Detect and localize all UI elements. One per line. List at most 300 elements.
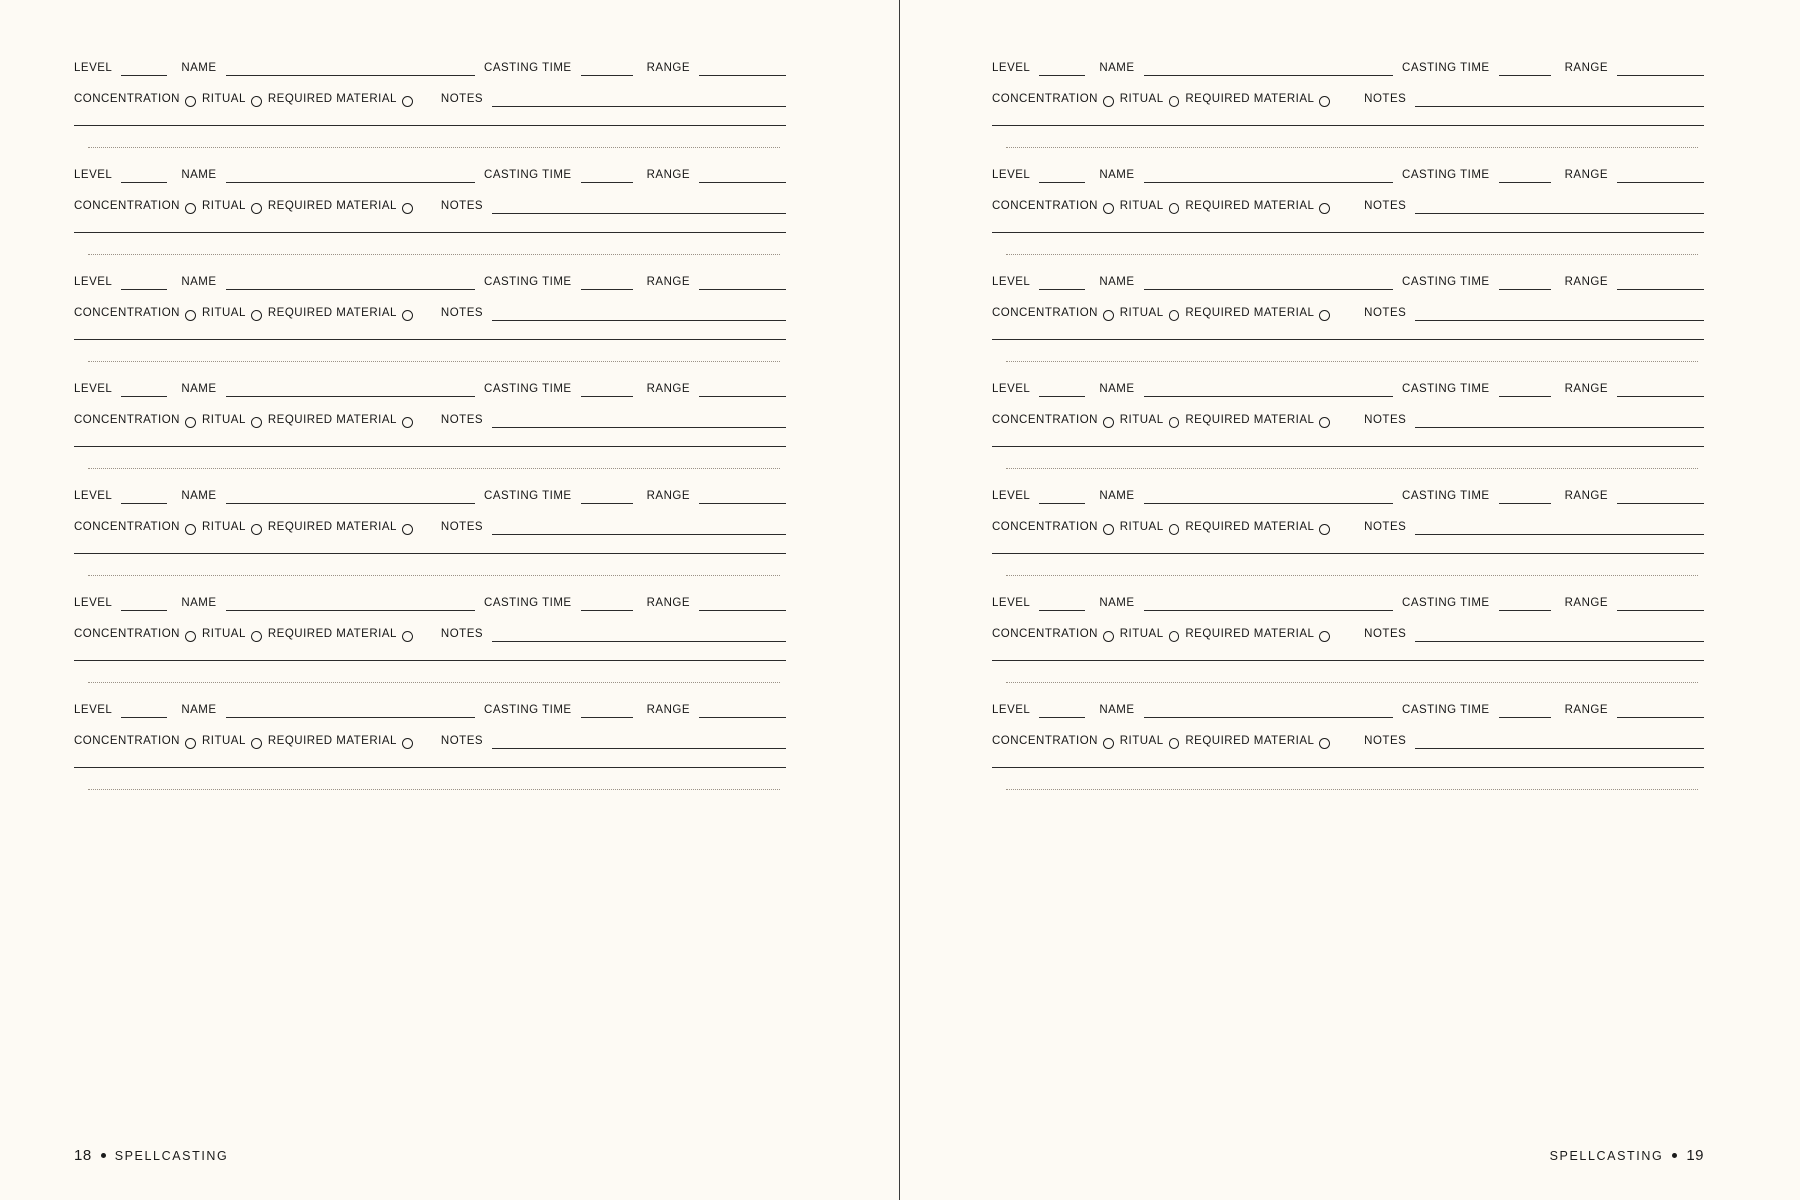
notes-field-line-2[interactable] [992,767,1704,768]
spell-entry [992,383,1704,469]
casting-time-label: CASTING TIME [1402,275,1490,288]
casting-time-field[interactable] [1499,276,1551,290]
ritual-label: RITUAL [201,92,246,105]
casting-time-field[interactable] [1499,62,1551,76]
concentration-checkbox-circle-icon[interactable] [1103,310,1114,321]
range-field[interactable] [699,169,786,183]
casting-time-field[interactable] [581,597,633,611]
spell-entry-row-top [992,62,1704,76]
notes-field-line-2[interactable] [992,232,1704,233]
ritual-label: RITUAL [1119,734,1164,747]
range-field[interactable] [1617,597,1704,611]
concentration-checkbox-circle-icon[interactable] [1103,417,1114,428]
name-label: NAME [1099,275,1135,288]
required-material-label: REQUIRED MATERIAL [267,627,397,640]
casting-time-label: CASTING TIME [484,596,572,609]
spell-entry-row-top [992,383,1704,397]
level-label: LEVEL [74,489,113,502]
spell-entry-row-top [74,169,786,183]
ritual-label: RITUAL [201,734,246,747]
range-label: RANGE [1564,596,1608,609]
level-field[interactable] [121,704,167,718]
notes-field-line-2[interactable] [74,125,786,126]
name-field[interactable] [1144,169,1393,183]
name-field[interactable] [226,383,475,397]
notes-field-line-1[interactable] [1415,200,1704,214]
level-field[interactable] [121,383,167,397]
ritual-checkbox-circle-icon[interactable] [1169,203,1180,214]
required-material-checkbox-circle-icon[interactable] [402,417,413,428]
ritual-label: RITUAL [201,520,246,533]
entry-separator-dotted [88,682,780,683]
right-page-footer [1550,1147,1704,1164]
concentration-label: CONCENTRATION [74,306,180,319]
name-field[interactable] [226,62,475,76]
required-material-checkbox-circle-icon[interactable] [1319,417,1330,428]
required-material-checkbox-circle-icon[interactable] [402,96,413,107]
ritual-label: RITUAL [1119,520,1164,533]
range-field[interactable] [1617,276,1704,290]
range-label: RANGE [646,61,690,74]
required-material-checkbox-circle-icon[interactable] [402,631,413,642]
level-field[interactable] [121,276,167,290]
required-material-checkbox-circle-icon[interactable] [1319,524,1330,535]
range-label: RANGE [646,703,690,716]
range-label: RANGE [646,168,690,181]
name-label: NAME [181,596,217,609]
spell-entry-row-top [992,704,1704,718]
level-label: LEVEL [992,382,1031,395]
concentration-label: CONCENTRATION [74,627,180,640]
notes-label: NOTES [1364,92,1407,105]
level-label: LEVEL [74,596,113,609]
level-field[interactable] [1039,62,1085,76]
casting-time-field[interactable] [581,704,633,718]
spell-entry [74,169,786,255]
range-field[interactable] [699,62,786,76]
required-material-checkbox-circle-icon[interactable] [1319,631,1330,642]
notes-label: NOTES [440,520,484,533]
range-field[interactable] [699,704,786,718]
spell-entry-row-flags [992,307,1704,321]
casting-time-field[interactable] [581,490,633,504]
concentration-checkbox-circle-icon[interactable] [185,96,196,107]
spell-entry [992,276,1704,362]
casting-time-label: CASTING TIME [1402,489,1490,502]
casting-time-field[interactable] [1499,597,1551,611]
level-field[interactable] [1039,704,1085,718]
spell-entry-row-flags [992,521,1704,535]
entry-separator-dotted [88,147,780,148]
left-page-entry-list [74,62,786,1134]
notes-field-line-1[interactable] [492,521,786,535]
name-label: NAME [1099,382,1135,395]
level-label: LEVEL [992,489,1031,502]
level-label: LEVEL [74,61,113,74]
range-label: RANGE [646,382,690,395]
range-field[interactable] [1617,704,1704,718]
ritual-label: RITUAL [201,199,246,212]
range-field[interactable] [699,597,786,611]
spell-entry-row-flags [992,628,1704,642]
spell-entry-row-top [74,597,786,611]
level-field[interactable] [121,490,167,504]
concentration-label: CONCENTRATION [992,520,1098,533]
notes-field-line-1[interactable] [492,93,786,107]
spell-entry-row-flags [74,521,786,535]
concentration-label: CONCENTRATION [992,306,1098,319]
ritual-checkbox-circle-icon[interactable] [251,738,262,749]
footer-section-label: SPELLCASTING [1549,1148,1664,1163]
spell-entry [992,169,1704,255]
name-field[interactable] [226,704,475,718]
casting-time-label: CASTING TIME [1402,382,1490,395]
notes-field-line-2[interactable] [74,232,786,233]
notes-label: NOTES [1364,734,1407,747]
required-material-label: REQUIRED MATERIAL [267,413,397,426]
required-material-checkbox-circle-icon[interactable] [1319,738,1330,749]
required-material-label: REQUIRED MATERIAL [1185,92,1315,105]
name-field[interactable] [226,276,475,290]
spell-entry-row-flags [992,93,1704,107]
required-material-checkbox-circle-icon[interactable] [402,738,413,749]
casting-time-field[interactable] [1499,704,1551,718]
range-field[interactable] [1617,62,1704,76]
spell-entry-row-top [74,490,786,504]
casting-time-label: CASTING TIME [1402,168,1490,181]
required-material-checkbox-circle-icon[interactable] [402,310,413,321]
concentration-checkbox-circle-icon[interactable] [1103,738,1114,749]
entry-separator-dotted [88,254,780,255]
name-label: NAME [181,275,217,288]
notes-label: NOTES [440,627,484,640]
name-field[interactable] [1144,62,1393,76]
ritual-checkbox-circle-icon[interactable] [251,310,262,321]
name-label: NAME [181,61,217,74]
concentration-checkbox-circle-icon[interactable] [185,203,196,214]
right-page-entry-list [992,62,1704,1134]
level-label: LEVEL [992,275,1031,288]
right-page [900,0,1800,1200]
spell-entry [74,276,786,362]
notes-field-line-1[interactable] [492,307,786,321]
name-label: NAME [181,382,217,395]
concentration-checkbox-circle-icon[interactable] [185,524,196,535]
concentration-label: CONCENTRATION [992,199,1098,212]
name-field[interactable] [226,169,475,183]
name-label: NAME [181,168,217,181]
required-material-label: REQUIRED MATERIAL [267,306,397,319]
spell-entry-row-top [74,383,786,397]
name-label: NAME [1099,596,1135,609]
notes-field-line-2[interactable] [992,446,1704,447]
notes-field-line-2[interactable] [992,125,1704,126]
concentration-label: CONCENTRATION [992,413,1098,426]
notes-field-line-1[interactable] [492,414,786,428]
spell-entry-row-top [992,276,1704,290]
casting-time-label: CASTING TIME [484,61,572,74]
ritual-checkbox-circle-icon[interactable] [1169,310,1180,321]
concentration-label: CONCENTRATION [74,520,180,533]
ritual-checkbox-circle-icon[interactable] [1169,417,1180,428]
name-label: NAME [1099,61,1135,74]
bullet-icon [101,1153,106,1158]
ritual-checkbox-circle-icon[interactable] [1169,96,1180,107]
page-number: 19 [1686,1147,1704,1164]
range-label: RANGE [1564,168,1608,181]
level-label: LEVEL [992,168,1031,181]
notes-field-line-1[interactable] [492,200,786,214]
concentration-label: CONCENTRATION [74,413,180,426]
required-material-label: REQUIRED MATERIAL [1185,306,1315,319]
level-field[interactable] [121,597,167,611]
casting-time-field[interactable] [1499,169,1551,183]
entry-separator-dotted [88,468,780,469]
casting-time-label: CASTING TIME [1402,703,1490,716]
entry-separator-dotted [1006,789,1698,790]
level-field[interactable] [1039,169,1085,183]
level-label: LEVEL [74,275,113,288]
ritual-checkbox-circle-icon[interactable] [1169,524,1180,535]
entry-separator-dotted [88,361,780,362]
ritual-label: RITUAL [1119,627,1164,640]
level-field[interactable] [1039,383,1085,397]
notes-field-line-2[interactable] [992,553,1704,554]
entry-separator-dotted [1006,575,1698,576]
level-field[interactable] [121,62,167,76]
entry-separator-dotted [88,789,780,790]
spell-entry-row-flags [74,200,786,214]
required-material-label: REQUIRED MATERIAL [1185,520,1315,533]
casting-time-field[interactable] [1499,383,1551,397]
range-field[interactable] [699,276,786,290]
level-field[interactable] [1039,597,1085,611]
casting-time-field[interactable] [581,383,633,397]
casting-time-label: CASTING TIME [484,489,572,502]
notes-field-line-1[interactable] [1415,628,1704,642]
range-label: RANGE [1564,489,1608,502]
notes-field-line-2[interactable] [992,660,1704,661]
notes-field-line-2[interactable] [992,339,1704,340]
concentration-checkbox-circle-icon[interactable] [1103,203,1114,214]
notes-label: NOTES [440,413,484,426]
ritual-label: RITUAL [201,306,246,319]
name-field[interactable] [1144,383,1393,397]
casting-time-label: CASTING TIME [484,703,572,716]
notes-field-line-1[interactable] [1415,93,1704,107]
notes-label: NOTES [440,92,484,105]
notes-field-line-2[interactable] [74,660,786,661]
spell-entry-row-flags [74,307,786,321]
ritual-checkbox-circle-icon[interactable] [251,203,262,214]
range-field[interactable] [699,383,786,397]
ritual-checkbox-circle-icon[interactable] [251,417,262,428]
range-label: RANGE [1564,703,1608,716]
spell-entry [992,490,1704,576]
notes-label: NOTES [1364,199,1407,212]
required-material-label: REQUIRED MATERIAL [1185,627,1315,640]
concentration-label: CONCENTRATION [992,734,1098,747]
notes-label: NOTES [440,306,484,319]
bullet-icon [1672,1153,1677,1158]
ritual-label: RITUAL [1119,306,1164,319]
ritual-checkbox-circle-icon[interactable] [251,96,262,107]
spell-entry-row-top [74,276,786,290]
concentration-label: CONCENTRATION [74,199,180,212]
notes-label: NOTES [440,734,484,747]
spell-entry-row-top [992,597,1704,611]
concentration-checkbox-circle-icon[interactable] [185,631,196,642]
spell-entry [74,490,786,576]
casting-time-label: CASTING TIME [484,382,572,395]
level-field[interactable] [1039,490,1085,504]
spell-entry [74,597,786,683]
casting-time-label: CASTING TIME [1402,596,1490,609]
range-label: RANGE [1564,275,1608,288]
spell-entry [992,62,1704,148]
notes-label: NOTES [1364,306,1407,319]
range-label: RANGE [1564,61,1608,74]
notes-field-line-1[interactable] [1415,735,1704,749]
ritual-checkbox-circle-icon[interactable] [251,631,262,642]
ritual-checkbox-circle-icon[interactable] [1169,631,1180,642]
entry-separator-dotted [1006,147,1698,148]
level-label: LEVEL [992,596,1031,609]
casting-time-label: CASTING TIME [1402,61,1490,74]
range-field[interactable] [1617,169,1704,183]
spell-entry [992,597,1704,683]
spell-entry-row-flags [74,628,786,642]
concentration-label: CONCENTRATION [74,92,180,105]
name-label: NAME [181,703,217,716]
name-label: NAME [1099,168,1135,181]
range-field[interactable] [1617,383,1704,397]
name-field[interactable] [1144,276,1393,290]
casting-time-label: CASTING TIME [484,168,572,181]
spell-entry-row-flags [992,200,1704,214]
required-material-label: REQUIRED MATERIAL [1185,413,1315,426]
notes-field-line-2[interactable] [74,339,786,340]
required-material-checkbox-circle-icon[interactable] [1319,310,1330,321]
required-material-label: REQUIRED MATERIAL [267,734,397,747]
range-label: RANGE [646,275,690,288]
name-field[interactable] [1144,490,1393,504]
required-material-checkbox-circle-icon[interactable] [1319,96,1330,107]
spell-entry [74,704,786,790]
level-label: LEVEL [992,61,1031,74]
name-field[interactable] [226,597,475,611]
concentration-label: CONCENTRATION [992,627,1098,640]
concentration-label: CONCENTRATION [992,92,1098,105]
level-field[interactable] [121,169,167,183]
spell-entry [74,383,786,469]
notes-label: NOTES [1364,627,1407,640]
required-material-checkbox-circle-icon[interactable] [402,524,413,535]
entry-separator-dotted [1006,468,1698,469]
level-field[interactable] [1039,276,1085,290]
level-label: LEVEL [74,703,113,716]
range-field[interactable] [699,490,786,504]
casting-time-field[interactable] [581,169,633,183]
name-field[interactable] [1144,597,1393,611]
casting-time-field[interactable] [581,276,633,290]
spell-entry-row-top [992,169,1704,183]
ritual-checkbox-circle-icon[interactable] [251,524,262,535]
notes-field-line-2[interactable] [74,767,786,768]
spell-entry-row-flags [74,93,786,107]
page-number: 18 [74,1147,92,1164]
ritual-label: RITUAL [1119,92,1164,105]
footer-section-label: SPELLCASTING [114,1148,229,1163]
level-label: LEVEL [992,703,1031,716]
ritual-label: RITUAL [201,413,246,426]
name-field[interactable] [1144,704,1393,718]
concentration-checkbox-circle-icon[interactable] [1103,631,1114,642]
spell-entry-row-top [992,490,1704,504]
spell-entry-row-top [74,62,786,76]
casting-time-field[interactable] [581,62,633,76]
ritual-label: RITUAL [1119,199,1164,212]
spell-entry-row-flags [74,735,786,749]
notes-field-line-2[interactable] [74,446,786,447]
concentration-checkbox-circle-icon[interactable] [185,310,196,321]
spell-entry-row-flags [992,735,1704,749]
ritual-checkbox-circle-icon[interactable] [1169,738,1180,749]
left-page-footer [74,1147,228,1164]
casting-time-label: CASTING TIME [484,275,572,288]
notes-field-line-1[interactable] [1415,307,1704,321]
notes-field-line-1[interactable] [492,735,786,749]
ritual-label: RITUAL [201,627,246,640]
concentration-checkbox-circle-icon[interactable] [185,738,196,749]
level-label: LEVEL [74,168,113,181]
required-material-label: REQUIRED MATERIAL [1185,199,1315,212]
spell-entry-row-flags [74,414,786,428]
concentration-checkbox-circle-icon[interactable] [1103,524,1114,535]
notes-field-line-1[interactable] [1415,521,1704,535]
required-material-label: REQUIRED MATERIAL [267,199,397,212]
ritual-label: RITUAL [1119,413,1164,426]
notes-label: NOTES [440,199,484,212]
notes-label: NOTES [1364,413,1407,426]
required-material-checkbox-circle-icon[interactable] [402,203,413,214]
notes-label: NOTES [1364,520,1407,533]
spell-entry [992,704,1704,790]
concentration-checkbox-circle-icon[interactable] [185,417,196,428]
name-field[interactable] [226,490,475,504]
entry-separator-dotted [88,575,780,576]
required-material-label: REQUIRED MATERIAL [267,92,397,105]
entry-separator-dotted [1006,682,1698,683]
name-label: NAME [181,489,217,502]
required-material-checkbox-circle-icon[interactable] [1319,203,1330,214]
spell-entry [74,62,786,148]
range-label: RANGE [646,489,690,502]
name-label: NAME [1099,703,1135,716]
range-field[interactable] [1617,490,1704,504]
name-label: NAME [1099,489,1135,502]
concentration-checkbox-circle-icon[interactable] [1103,96,1114,107]
range-label: RANGE [1564,382,1608,395]
spell-entry-row-top [74,704,786,718]
notes-field-line-2[interactable] [74,553,786,554]
entry-separator-dotted [1006,361,1698,362]
notes-field-line-1[interactable] [492,628,786,642]
notes-field-line-1[interactable] [1415,414,1704,428]
required-material-label: REQUIRED MATERIAL [1185,734,1315,747]
level-label: LEVEL [74,382,113,395]
casting-time-field[interactable] [1499,490,1551,504]
